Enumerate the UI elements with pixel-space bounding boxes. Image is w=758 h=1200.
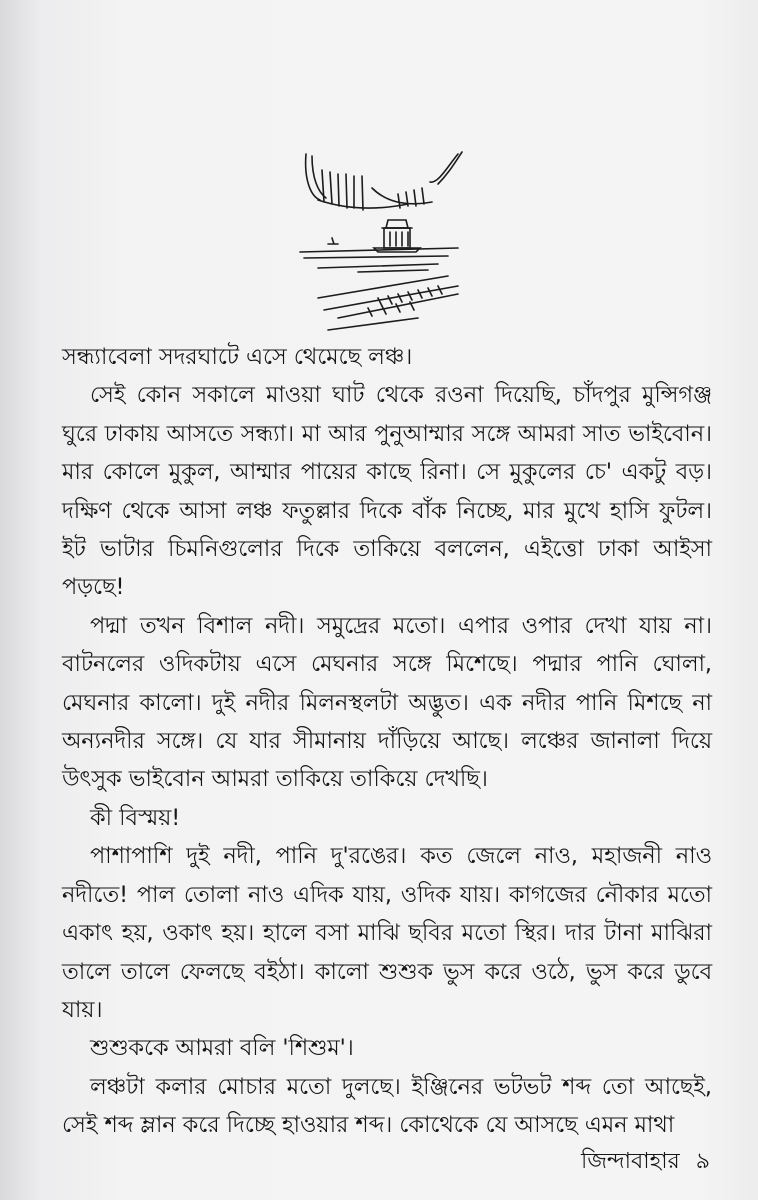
paragraph: শুশুককে আমরা বলি 'শিশুম'। bbox=[90, 1035, 354, 1062]
page-footer bbox=[581, 1144, 710, 1181]
paragraph: কী বিস্ময়! bbox=[90, 804, 181, 831]
boat-sketch-illustration bbox=[298, 148, 468, 338]
paragraph: সন্ধ্যাবেলা সদরঘাটে এসে থেমেছে লঞ্চ। bbox=[62, 344, 413, 370]
paragraph: সেই কোন সকালে মাওয়া ঘাট থেকে রওনা দিয়েছি, চাঁদপুর মুন্সিগঞ্জ ঘুরে ঢাকায় আসতে সন্ধ্যা। মা আর পুনুআম্মার সঙ্গে আমরা সাত ভাইবোন। মার কোলে মুকুল, আম্মার পায়ের কাছে রিনা। সে মুকুলের চে' একটু বড়। দক্ষিণ থেকে আসা লঞ্চ ফতুল্লার দিকে বাঁক নিচ্ছে, মার মুখে হাসি ফুটল। ইট ভাটার চিমনিগুলোর দিকে তাকিয়ে বললেন, এইত্তো ঢাকা আইসা পড়ছে! bbox=[62, 382, 712, 601]
paragraph: পদ্মা তখন বিশাল নদী। সমুদ্রের মতো। এপার ওপার দেখা যায় না। বাটনলের ওদিকটায় এসে মেঘনার সঙ্গে মিশেছে। পদ্মার পানি ঘোলা, মেঘনার কালো। দুই নদীর মিলনস্থলটা অদ্ভুত। এক নদীর পানি মিশছে না অন্যনদীর সঙ্গে। যে যার সীমানায় দাঁড়িয়ে আছে। লঞ্চের জানালা দিয়ে উৎসুক ভাইবোন আমরা তাকিয়ে তাকিয়ে দেখছি। bbox=[62, 612, 712, 793]
running-title: জিন্দাবাহার bbox=[581, 1149, 680, 1174]
paragraph: লঞ্চটা কলার মোচার মতো দুলছে। ইঞ্জিনের ভটভট শব্দ তো আছেই, সেই শব্দ ম্লান করে দিচ্ছে হাওয়ার শব্দ। কোথেকে যে আসছে এমন মাথা bbox=[62, 1073, 712, 1139]
paragraph: পাশাপাশি দুই নদী, পানি দু'রঙের। কত জেলে নাও, মহাজনী নাও নদীতে! পাল তোলা নাও এদিক যায়, ওদিক যায়। কাগজের নৌকার মতো একাৎ হয়, ওকাৎ হয়। হালে বসা মাঝি ছবির মতো স্থির। দার টানা মাঝিরা তালে তালে ফেলছে বইঠা। কালো শুশুক ভুস করে ওঠে, ভুস করে ডুবে যায়। bbox=[62, 843, 712, 1023]
body-text bbox=[62, 338, 712, 1145]
page-number: ৯ bbox=[695, 1149, 710, 1174]
